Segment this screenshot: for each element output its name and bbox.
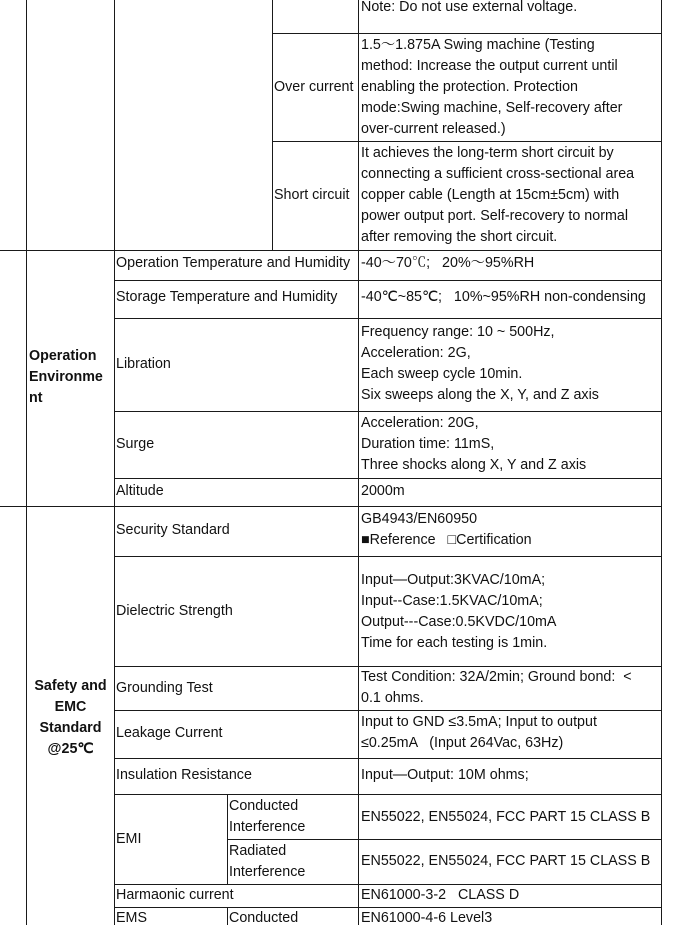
dielectric-strength-value: Input—Output:3KVAC/10mA; Input--Case:1.5KVAC/10mA; Output---Case:0.5KVDC/10mA Time for each testing is 1min. [361,572,557,651]
row-divider [114,478,662,479]
libration-value: Frequency range: 10 ~ 500Hz, Acceleration: 2G, Each sweep cycle 10min. Six sweeps along the X, Y, and Z axis [361,324,599,403]
ems-sub-label: Conducted [229,910,299,926]
column-divider [272,0,273,251]
over-current-label: Over current [274,79,354,95]
row-divider [114,710,662,711]
row-divider [114,556,662,557]
row-divider [0,250,662,251]
row-divider [114,758,662,759]
altitude-label: Altitude [116,483,164,499]
operation-environment-group-label: Operation Environme nt [29,348,103,406]
leakage-current-label: Leakage Current [116,725,223,741]
ems-label: EMS [116,910,147,926]
libration-label: Libration [116,356,171,372]
safety-emc-group-label: Safety and EMC Standard @25℃ [34,678,107,757]
short-circuit-value: It achieves the long-term short circuit by connecting a sufficient cross-sectional area copper cable (Length at 15cm±5cm) with power output port. Self-recovery to normal after removing the short circuit. [361,145,635,245]
grounding-test-label: Grounding Test [116,680,213,696]
over-current-value: 1.5～1.875A Swing machine (Testing method: Increase the output current until enabling the protection. Protection mode:Swing machine, Self-recovery after over-current released.) [361,37,623,137]
row-divider [114,280,662,281]
storage-temp-value: -40℃~85℃; 10%~95%RH non-condensing [361,289,646,305]
security-standard-value: GB4943/EN60950 ■Reference □Certification [361,511,532,548]
grounding-test-value: Test Condition: 32A/2min; Ground bond: < 0.1 ohms. [361,669,632,706]
row-divider [114,411,662,412]
emi-conducted-value: EN55022, EN55024, FCC PART 15 CLASS B [361,809,651,825]
external-voltage-note: Note: Do not use external voltage. [361,0,578,15]
leakage-current-value: Input to GND ≤3.5mA; Input to output ≤0.25mA (Input 264Vac, 63Hz) [361,714,597,751]
column-divider [227,907,228,925]
emi-radiated-value: EN55022, EN55024, FCC PART 15 CLASS B [361,853,651,869]
emi-radiated-label: Radiated Interference [229,843,306,880]
harmonic-current-value: EN61000-3-2 CLASS D [361,887,520,903]
insulation-resistance-label: Insulation Resistance [116,767,252,783]
ems-value: EN61000-4-6 Level3 [361,910,493,926]
row-divider [0,506,662,507]
emi-label: EMI [116,831,142,847]
operation-temp-label: Operation Temperature and Humidity [116,255,351,271]
column-divider [114,0,115,925]
altitude-value: 2000m [361,483,405,499]
row-divider [114,318,662,319]
storage-temp-label: Storage Temperature and Humidity [116,289,338,305]
row-divider [114,794,662,795]
dielectric-strength-label: Dielectric Strength [116,603,233,619]
insulation-resistance-value: Input—Output: 10M ohms; [361,767,529,783]
security-standard-label: Security Standard [116,522,230,538]
column-divider [661,0,662,925]
emi-conducted-label: Conducted Interference [229,798,306,835]
row-divider [272,33,662,34]
harmonic-current-label: Harmaonic current [116,887,234,903]
row-divider [272,141,662,142]
surge-label: Surge [116,436,155,452]
column-divider [26,0,27,925]
surge-value: Acceleration: 20G, Duration time: 11mS, Three shocks along X, Y and Z axis [361,415,587,473]
row-divider [227,839,662,840]
column-divider [358,0,359,925]
short-circuit-label: Short circuit [274,187,350,203]
operation-temp-value: -40～70℃; 20%～95%RH [361,255,535,271]
column-divider [227,794,228,884]
